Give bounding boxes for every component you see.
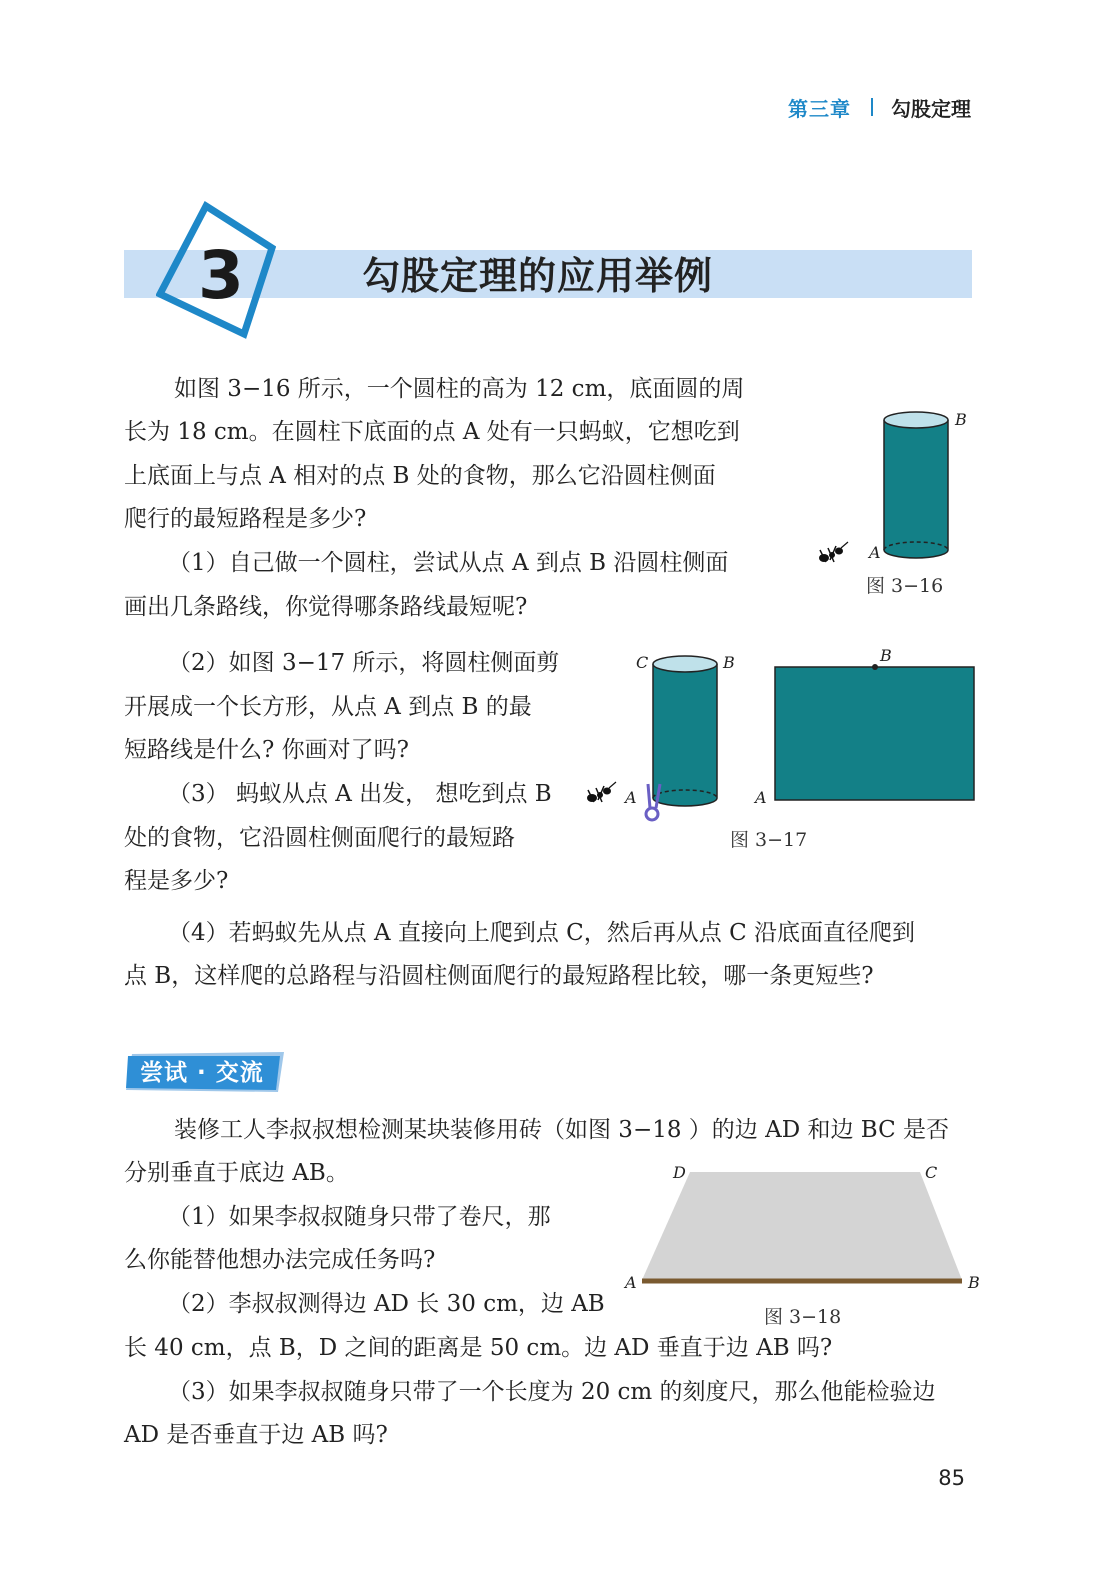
fig16-caption: 图 3−16 bbox=[866, 575, 944, 597]
try-intro-line-2: 分别垂直于底边 AB。 bbox=[124, 1160, 349, 1186]
try-intro-line-1: 装修工人李叔叔想检测某块装修用砖（如图 3−18 ）的边 AD 和边 BC 是否 bbox=[174, 1117, 950, 1143]
figure-3-17-unrolled-cylinder bbox=[580, 648, 1000, 828]
intro-line-1: 如图 3−16 所示，一个圆柱的高为 12 cm，底面圆的周 bbox=[174, 376, 745, 402]
ant-icon bbox=[587, 782, 616, 802]
fig17-rect-label-a: A bbox=[755, 788, 767, 807]
question-3-line-2: 处的食物，它沿圆柱侧面爬行的最短路 bbox=[124, 825, 515, 851]
question-3-line-3: 程是多少? bbox=[124, 868, 229, 894]
question-2-line-3: 短路线是什么? 你画对了吗? bbox=[124, 737, 409, 763]
header-divider bbox=[871, 98, 873, 116]
try-question-1-line-2: 么你能替他想办法完成任务吗? bbox=[124, 1247, 436, 1273]
fig16-label-a: A bbox=[869, 543, 881, 562]
chapter-title: 勾股定理 bbox=[891, 96, 971, 121]
fig18-label-c: C bbox=[925, 1163, 938, 1182]
section-title: 勾股定理的应用举例 bbox=[362, 254, 714, 298]
question-4-line-1: （4）若蚂蚁先从点 A 直接向上爬到点 C，然后再从点 C 沿底面直径爬到 bbox=[168, 920, 915, 946]
try-question-2-line-2: 长 40 cm，点 B，D 之间的距离是 50 cm。边 AD 垂直于边 AB 吗? bbox=[124, 1335, 833, 1361]
intro-line-3: 上底面上与点 A 相对的点 B 处的食物，那么它沿圆柱侧面 bbox=[124, 463, 716, 489]
fig18-label-d: D bbox=[673, 1163, 686, 1182]
intro-line-4: 爬行的最短路程是多少? bbox=[124, 506, 367, 532]
try-exchange-tag: 尝试 · 交流 bbox=[140, 1060, 264, 1086]
fig17-rect-label-b: B bbox=[880, 646, 892, 665]
fig18-caption: 图 3−18 bbox=[764, 1306, 842, 1328]
try-question-3-line-1: （3）如果李叔叔随身只带了一个长度为 20 cm 的刻度尺，那么他能检验边 bbox=[168, 1379, 936, 1405]
try-question-3-line-2: AD 是否垂直于边 AB 吗? bbox=[124, 1422, 388, 1448]
ant-icon bbox=[819, 542, 848, 562]
fig17-label-b: B bbox=[723, 653, 735, 672]
question-4-line-2: 点 B，这样爬的总路程与沿圆柱侧面爬行的最短路程比较，哪一条更短些? bbox=[124, 963, 874, 989]
page-number: 85 bbox=[938, 1466, 965, 1490]
try-question-2-line-1: （2）李叔叔测得边 AD 长 30 cm，边 AB bbox=[168, 1291, 605, 1317]
fig18-label-b: B bbox=[968, 1273, 980, 1292]
chapter-label: 第三章 bbox=[788, 96, 851, 121]
fig17-label-c: C bbox=[636, 653, 649, 672]
fig17-caption: 图 3−17 bbox=[730, 829, 808, 851]
fig17-label-a: A bbox=[625, 788, 637, 807]
fig18-label-a: A bbox=[625, 1273, 637, 1292]
intro-line-2: 长为 18 cm。在圆柱下底面的点 A 处有一只蚂蚁，它想吃到 bbox=[124, 419, 740, 445]
running-header bbox=[788, 92, 971, 122]
try-question-1-line-1: （1）如果李叔叔随身只带了卷尺，那 bbox=[168, 1204, 551, 1230]
question-1-line-1: （1）自己做一个圆柱，尝试从点 A 到点 B 沿圆柱侧面 bbox=[168, 550, 729, 576]
question-3-line-1: （3） 蚂蚁从点 A 出发， 想吃到点 B bbox=[168, 781, 552, 807]
question-1-line-2: 画出几条路线，你觉得哪条路线最短呢? bbox=[124, 594, 528, 620]
question-2-line-1: （2）如图 3−17 所示，将圆柱侧面剪 bbox=[168, 650, 560, 676]
section-number: 3 bbox=[198, 237, 244, 314]
question-2-line-2: 开展成一个长方形，从点 A 到点 B 的最 bbox=[124, 694, 532, 720]
fig16-label-b: B bbox=[955, 410, 967, 429]
